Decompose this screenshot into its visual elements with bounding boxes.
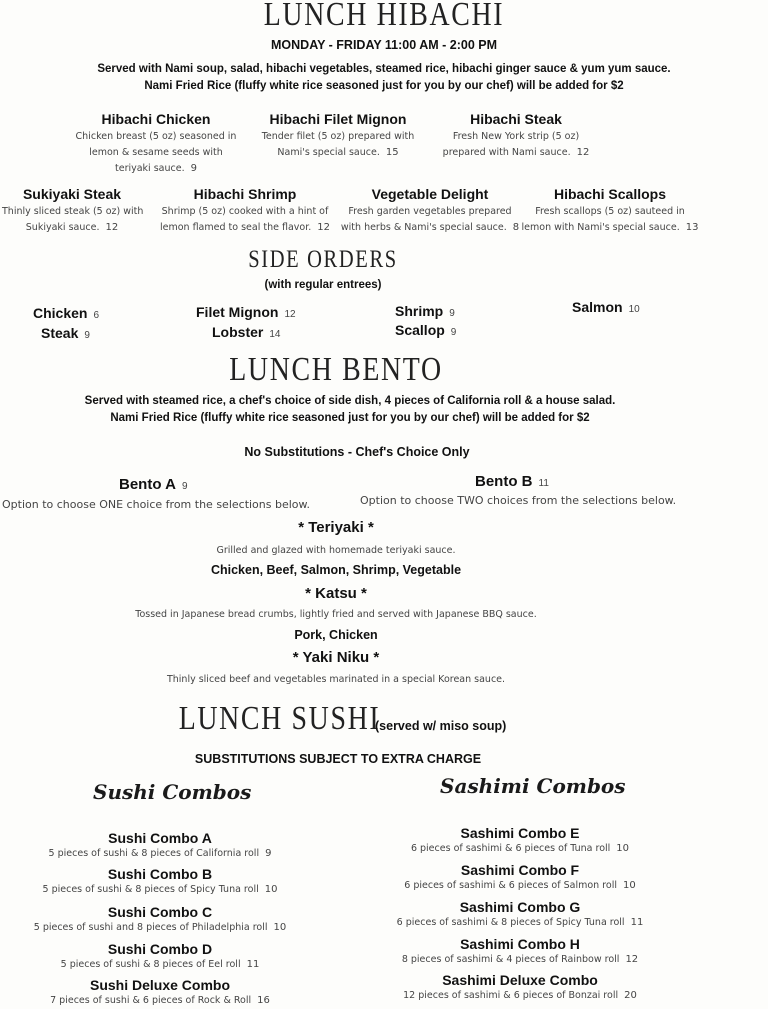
- hibachi-item-scallops: [512, 186, 705, 236]
- item-name: Hibachi Shrimp: [193, 186, 297, 202]
- side-shrimp: [395, 303, 455, 319]
- item-name: Hibachi Steak: [470, 111, 562, 127]
- sushi-combos-heading: Sushi Combos: [93, 780, 252, 804]
- sushi-title: LUNCH SUSHI: [178, 700, 381, 737]
- combo-price: 16: [257, 995, 270, 1006]
- bento-b-label: Bento B: [475, 473, 533, 490]
- sushi-combo-d: [20, 941, 300, 973]
- item-desc: teriyaki sauce.: [115, 163, 185, 174]
- combo-name: Sushi Combo B: [107, 866, 213, 882]
- side-salmon: [572, 299, 640, 315]
- hibachi-item-vegetable: [335, 186, 525, 236]
- sashimi-combos-heading: Sashimi Combos: [440, 774, 626, 798]
- combo-desc: [380, 952, 660, 968]
- combo-name: Sushi Deluxe Combo: [89, 977, 231, 993]
- combo-name: Sushi Combo D: [107, 941, 213, 957]
- combo-desc-text: 5 pieces of sushi & 8 pieces of Spicy Tuna roll: [42, 884, 259, 895]
- bento-a-desc: Option to choose ONE choice from the selections below.: [2, 498, 311, 511]
- combo-desc-text: 12 pieces of sashimi & 6 pieces of Bonzai roll: [403, 990, 619, 1001]
- item-desc: prepared with Nami sauce.: [442, 147, 571, 158]
- sides-subtitle: (with regular entrees): [264, 279, 382, 291]
- combo-desc-text: 5 pieces of sushi and 8 pieces of Philadelphia roll: [33, 922, 268, 933]
- bento-teriyaki-desc: Grilled and glazed with homemade teriyaki sauce.: [216, 545, 456, 556]
- item-desc: [512, 220, 705, 236]
- side-name: Lobster: [212, 324, 264, 340]
- hibachi-served-line2: Nami Fried Rice (fluffy white rice seasoned just for you by our chef) will be added for $2: [144, 80, 624, 92]
- item-name: Sukiyaki Steak: [22, 186, 122, 202]
- combo-price: 12: [625, 954, 639, 965]
- sashimi-combo-g: [380, 899, 660, 931]
- bento-note: No Substitutions - Chef's Choice Only: [244, 445, 470, 459]
- side-steak: [41, 325, 90, 341]
- hibachi-item-shrimp: [150, 186, 340, 236]
- item-name: Hibachi Chicken: [101, 111, 211, 127]
- bento-katsu-name: * Katsu *: [305, 585, 367, 602]
- item-name: Vegetable Delight: [371, 186, 489, 202]
- combo-desc: [20, 957, 300, 973]
- side-price: 9: [449, 308, 455, 319]
- sushi-combo-deluxe: [20, 977, 300, 1009]
- item-price: 9: [190, 163, 197, 174]
- item-price: 12: [317, 222, 330, 233]
- bento-title: LUNCH BENTO: [229, 351, 443, 388]
- combo-name: Sushi Combo A: [108, 830, 212, 846]
- side-price: 14: [269, 329, 281, 340]
- bento-b-desc: Option to choose TWO choices from the selections below.: [360, 494, 677, 507]
- sashimi-combo-deluxe: [380, 972, 660, 1004]
- combo-desc-text: 8 pieces of sashimi & 4 pieces of Rainbow roll: [401, 954, 620, 965]
- side-name: Steak: [41, 325, 79, 341]
- item-desc: Shrimp (5 oz) cooked with a hint of: [161, 206, 329, 217]
- combo-price: 10: [273, 922, 287, 933]
- side-name: Salmon: [572, 299, 623, 315]
- sushi-title-note: (served w/ miso soup): [375, 719, 507, 733]
- hibachi-served-line1: Served with Nami soup, salad, hibachi vegetables, steamed rice, hibachi ginger sauce & yum yum sauce.: [97, 63, 671, 75]
- bento-a-name: [119, 476, 188, 493]
- item-desc: [426, 145, 606, 161]
- bento-katsu-options: Pork, Chicken: [294, 628, 378, 642]
- bento-a-label: Bento A: [119, 476, 176, 493]
- side-filet-mignon: [196, 304, 296, 320]
- side-scallop: [395, 322, 456, 338]
- combo-name: Sashimi Deluxe Combo: [442, 972, 598, 988]
- combo-price: 10: [622, 880, 636, 891]
- item-desc: Sukiyaki sauce.: [25, 222, 100, 233]
- sushi-combo-a: [20, 830, 300, 862]
- sushi-combo-c: [20, 904, 300, 936]
- combo-name: Sashimi Combo G: [459, 899, 581, 915]
- combo-desc-text: 6 pieces of sashimi & 6 pieces of Salmon roll: [404, 880, 617, 891]
- sushi-combo-b: [20, 866, 300, 898]
- item-desc: Fresh garden vegetables prepared: [348, 206, 512, 217]
- bento-a-price: 9: [181, 481, 188, 492]
- side-lobster: [212, 324, 280, 340]
- item-desc: Fresh New York strip (5 oz): [452, 131, 580, 142]
- combo-desc-text: 7 pieces of sushi & 6 pieces of Rock & Roll: [50, 995, 252, 1006]
- item-desc: Nami's special sauce.: [277, 147, 380, 158]
- item-price: 12: [105, 222, 119, 233]
- item-name: Hibachi Filet Mignon: [269, 111, 407, 127]
- item-desc: lemon flamed to seal the flavor.: [159, 222, 312, 233]
- sashimi-combo-e: [380, 825, 660, 857]
- item-desc: Tender filet (5 oz) prepared with: [261, 131, 415, 142]
- side-price: 9: [450, 327, 457, 338]
- sashimi-combo-h: [380, 936, 660, 968]
- bento-b-name: [475, 473, 549, 490]
- hibachi-item-steak: [426, 111, 606, 161]
- hibachi-item-sukiyaki: [2, 186, 142, 236]
- combo-desc: [20, 993, 300, 1009]
- hibachi-title: LUNCH HIBACHI: [263, 0, 505, 33]
- item-price: 12: [576, 147, 590, 158]
- item-name: Hibachi Scallops: [553, 186, 667, 202]
- combo-desc-text: 6 pieces of sashimi & 6 pieces of Tuna roll: [410, 843, 611, 854]
- hibachi-item-chicken: [66, 111, 246, 177]
- sides-title: SIDE ORDERS: [248, 246, 398, 273]
- combo-name: Sashimi Combo F: [460, 862, 580, 878]
- bento-teriyaki-options: Chicken, Beef, Salmon, Shrimp, Vegetable: [210, 563, 462, 577]
- side-price: 6: [93, 310, 100, 321]
- combo-price: 9: [265, 848, 272, 859]
- bento-served-line2: Nami Fried Rice (fluffy white rice seasoned just for you by our chef) will be added for $2: [110, 412, 590, 424]
- item-desc: lemon & sesame seeds with: [89, 147, 223, 158]
- combo-name: Sushi Combo C: [107, 904, 213, 920]
- combo-desc: [20, 846, 300, 862]
- item-desc: lemon with Nami's special sauce.: [521, 222, 680, 233]
- combo-desc-text: 5 pieces of sushi & 8 pieces of California roll: [48, 848, 260, 859]
- bento-b-price: 11: [538, 478, 549, 489]
- item-desc: Fresh scallops (5 oz) sauteed in: [535, 206, 685, 217]
- combo-desc-text: 6 pieces of sashimi & 8 pieces of Spicy Tuna roll: [396, 917, 625, 928]
- combo-desc: [380, 878, 660, 894]
- hibachi-item-filet: [248, 111, 428, 161]
- side-chicken: [33, 305, 99, 321]
- item-price: 13: [685, 222, 699, 233]
- bento-served-line1: Served with steamed rice, a chef's choice of side dish, 4 pieces of California roll & a house salad.: [84, 395, 616, 407]
- combo-desc: [20, 882, 300, 898]
- item-desc: [2, 220, 142, 236]
- item-desc: [248, 145, 428, 161]
- side-price: 12: [284, 309, 296, 320]
- item-desc: Chicken breast (5 oz) seasoned in: [75, 131, 237, 142]
- combo-desc: [380, 988, 660, 1004]
- bento-teriyaki-name: * Teriyaki *: [298, 519, 374, 536]
- combo-price: 20: [624, 990, 637, 1001]
- combo-desc: [20, 920, 300, 936]
- side-name: Shrimp: [395, 303, 444, 319]
- sashimi-combo-f: [380, 862, 660, 894]
- combo-price: 11: [246, 959, 260, 970]
- item-desc: with herbs & Nami's special sauce.: [340, 222, 507, 233]
- side-name: Chicken: [33, 305, 88, 321]
- combo-desc-text: 5 pieces of sushi & 8 pieces of Eel roll: [60, 959, 241, 970]
- combo-price: 11: [630, 917, 644, 928]
- item-price: 15: [385, 147, 399, 158]
- combo-price: 10: [264, 884, 278, 895]
- bento-yaki-niku-name: * Yaki Niku *: [292, 649, 380, 666]
- sushi-substitutions: SUBSTITUTIONS SUBJECT TO EXTRA CHARGE: [194, 752, 482, 766]
- combo-desc: [380, 915, 660, 931]
- combo-desc: [380, 841, 660, 857]
- item-desc: [66, 161, 246, 177]
- combo-name: Sashimi Combo E: [460, 825, 580, 841]
- side-price: 9: [84, 330, 90, 341]
- item-desc: [150, 220, 340, 236]
- bento-yaki-niku-desc: Thinly sliced beef and vegetables marinated in a special Korean sauce.: [166, 674, 506, 685]
- hibachi-hours: MONDAY - FRIDAY 11:00 AM - 2:00 PM: [271, 38, 497, 52]
- side-name: Scallop: [395, 322, 445, 338]
- combo-price: 10: [616, 843, 630, 854]
- combo-name: Sashimi Combo H: [460, 936, 580, 952]
- item-desc: Thinly sliced steak (5 oz) with: [2, 206, 144, 217]
- side-name: Filet Mignon: [196, 304, 279, 320]
- bento-katsu-desc: Tossed in Japanese bread crumbs, lightly fried and served with Japanese BBQ sauce.: [135, 609, 537, 620]
- item-desc: [335, 220, 525, 236]
- item-price: 8: [512, 222, 520, 233]
- side-price: 10: [628, 304, 640, 315]
